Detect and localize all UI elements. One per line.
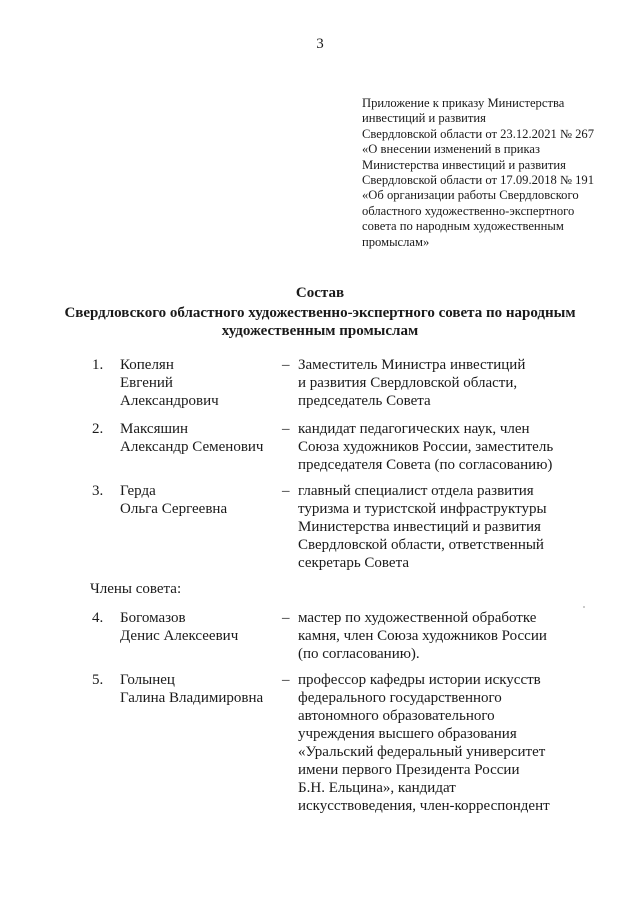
name-line: Евгений: [120, 375, 173, 391]
member-position: [298, 671, 618, 815]
page-number: 3: [316, 36, 324, 52]
position-line: секретарь Совета: [298, 555, 409, 571]
position-line: и развития Свердловской области,: [298, 375, 518, 391]
appendix-note: [362, 96, 622, 250]
document-heading: Состав: [295, 285, 345, 301]
document-subtitle: [0, 304, 640, 340]
dash-separator: –: [282, 421, 290, 437]
subtitle-line: художественным промыслам: [221, 323, 419, 339]
name-line: Галина Владимировна: [120, 690, 264, 706]
members-heading: Члены совета:: [90, 581, 182, 597]
entry-number: 4.: [92, 610, 104, 626]
entry-number: 5.: [92, 672, 104, 688]
member-position: [298, 609, 618, 663]
dash-separator: –: [282, 357, 290, 373]
name-line: Александр Семенович: [120, 439, 264, 455]
member-name: [120, 609, 280, 645]
name-line: Ольга Сергеевна: [120, 501, 228, 517]
position-line: мастер по художественной обработке: [298, 610, 537, 626]
entry-number: 2.: [92, 421, 104, 437]
name-line: Денис Алексеевич: [120, 628, 239, 644]
position-line: искусствоведения, член-корреспондент: [298, 798, 550, 814]
dash-separator: –: [282, 610, 290, 626]
position-line: федерального государственного: [298, 690, 502, 706]
appendix-line: «Об организации работы Свердловского: [362, 188, 579, 203]
appendix-line: «О внесении изменений в приказ: [362, 142, 540, 157]
member-position: [298, 356, 618, 410]
member-name: [120, 420, 280, 456]
appendix-line: Свердловской области от 23.12.2021 № 267: [362, 126, 595, 141]
position-line: автономного образовательного: [298, 708, 495, 724]
member-name: [120, 356, 280, 410]
position-line: имени первого Президента России: [298, 762, 520, 778]
appendix-line: областного художественно-экспертного: [362, 203, 575, 218]
position-line: Б.Н. Ельцина», кандидат: [298, 780, 456, 796]
position-line: (по согласованию).: [298, 646, 420, 662]
position-line: профессор кафедры истории искусств: [298, 672, 541, 688]
appendix-line: инвестиций и развития: [362, 111, 486, 126]
scan-speck: [583, 606, 585, 608]
name-line: Герда: [120, 483, 156, 499]
position-line: Заместитель Министра инвестиций: [298, 357, 526, 373]
position-line: Союза художников России, заместитель: [298, 439, 554, 455]
name-line: Копелян: [120, 357, 174, 373]
appendix-line: Свердловской области от 17.09.2018 № 191: [362, 173, 595, 188]
position-line: Министерства инвестиций и развития: [298, 519, 541, 535]
dash-separator: –: [282, 672, 290, 688]
name-line: Голынец: [120, 672, 175, 688]
position-line: учреждения высшего образования: [298, 726, 517, 742]
appendix-line: промыслам»: [362, 234, 430, 249]
position-line: камня, член Союза художников России: [298, 628, 547, 644]
position-line: председателя Совета (по согласованию): [298, 457, 553, 473]
position-line: кандидат педагогических наук, член: [298, 421, 530, 437]
member-position: [298, 420, 618, 474]
position-line: председатель Совета: [298, 393, 431, 409]
position-line: Свердловской области, ответственный: [298, 537, 544, 553]
member-name: [120, 482, 280, 518]
entry-number: 3.: [92, 483, 104, 499]
appendix-line: совета по народным художественным: [362, 219, 564, 234]
name-line: Богомазов: [120, 610, 186, 626]
position-line: «Уральский федеральный университет: [298, 744, 546, 760]
position-line: туризма и туристской инфраструктуры: [298, 501, 547, 517]
subtitle-line: Свердловского областного художественно-экспертного совета по народным: [64, 305, 576, 321]
name-line: Максяшин: [120, 421, 189, 437]
member-position: [298, 482, 618, 572]
name-line: Александрович: [120, 393, 219, 409]
member-name: [120, 671, 280, 707]
appendix-line: Приложение к приказу Министерства: [362, 96, 565, 110]
entry-number: 1.: [92, 357, 104, 373]
dash-separator: –: [282, 483, 290, 499]
appendix-line: Министерства инвестиций и развития: [362, 157, 566, 172]
position-line: главный специалист отдела развития: [298, 483, 534, 499]
